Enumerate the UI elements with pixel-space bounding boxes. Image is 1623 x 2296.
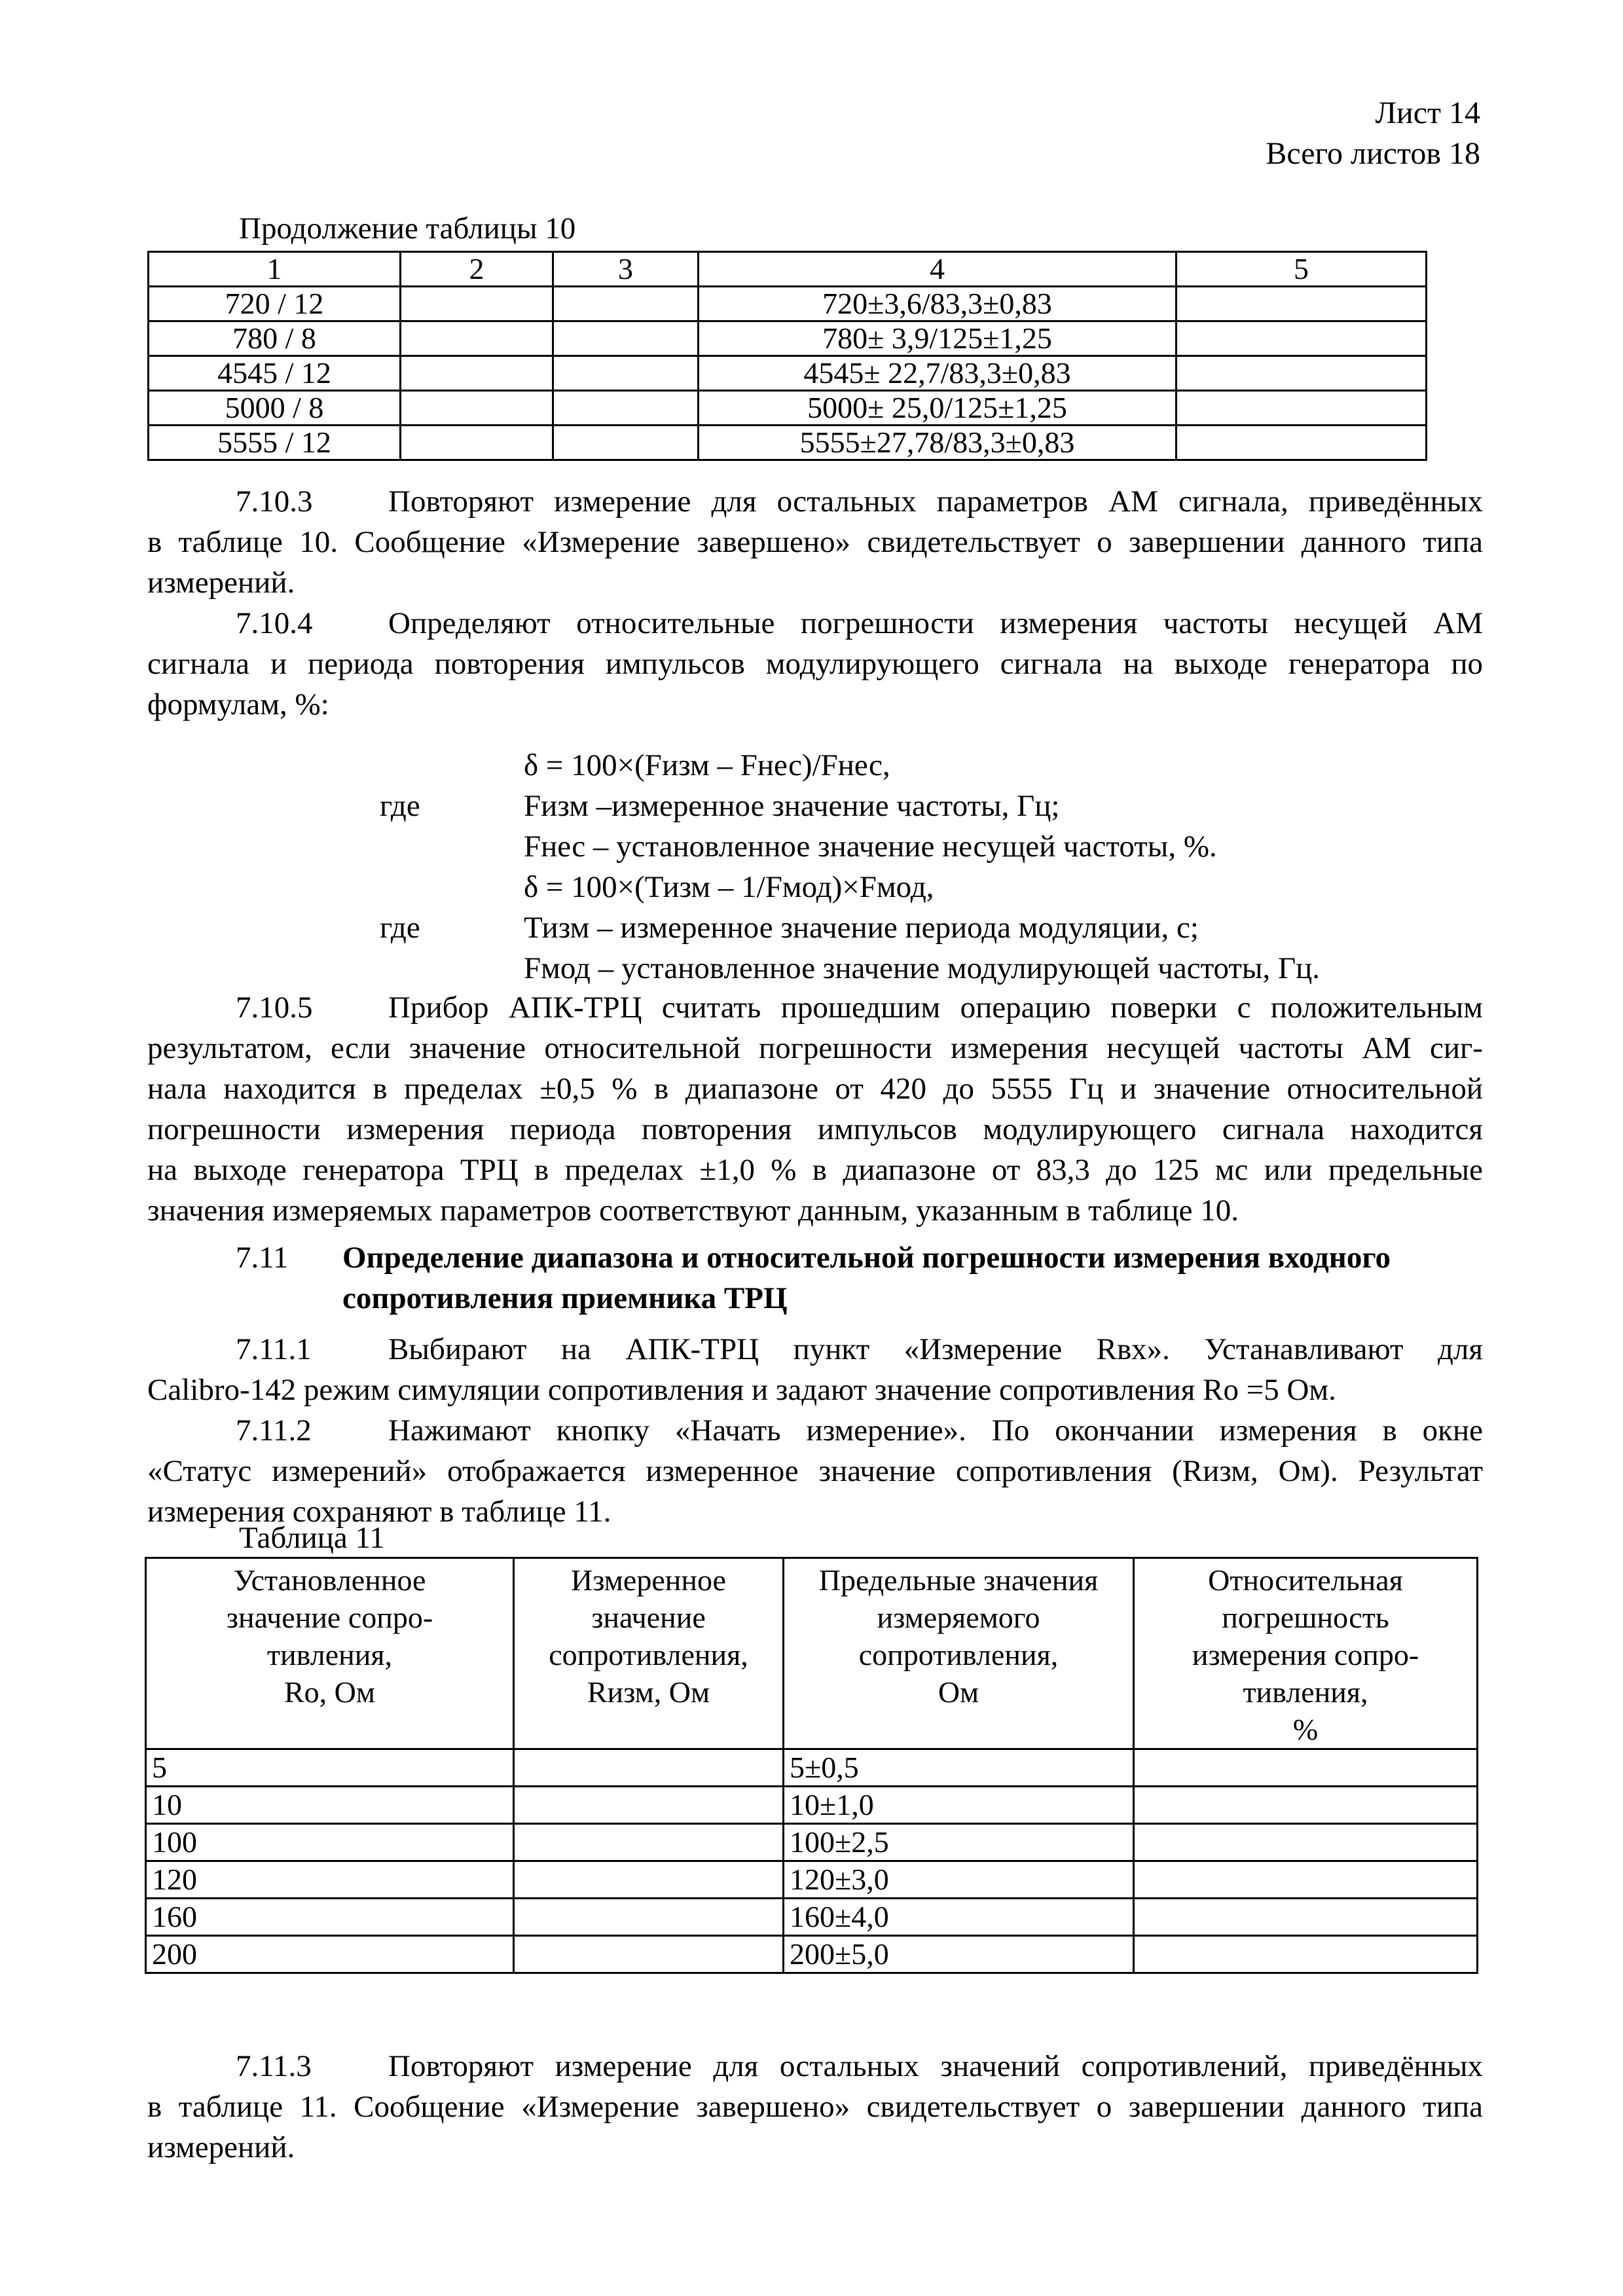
paragraph-number: 7.10.4	[236, 606, 313, 640]
table-row	[149, 321, 1427, 356]
table-row	[149, 356, 1427, 391]
column-header: 1	[149, 252, 401, 287]
table-cell: 5	[146, 1749, 514, 1787]
text-line: Определяют относительные погрешности измерения частоты несущей АМ	[388, 606, 1483, 640]
table-cell	[553, 426, 699, 460]
formula-definition: Fизм –измеренное значение частоты, Гц;	[524, 789, 1060, 823]
text-line: на выходе генератора ТРЦ в пределах ±1,0 % в диапазоне от 83,3 до 125 мс или предельные	[147, 1153, 1483, 1187]
table-cell	[1134, 1824, 1478, 1861]
table-cell: 5±0,5	[784, 1749, 1134, 1787]
text-line: формулам, %:	[147, 687, 329, 721]
table-cell: 780± 3,9/125±1,25	[699, 321, 1176, 356]
table-cell	[401, 426, 553, 460]
column-header-relative-error: Относительная погрешность измерения сопро- тивления, %	[1134, 1558, 1478, 1749]
paragraph-7-10-5	[147, 987, 1483, 1231]
table-cell	[514, 1936, 784, 1973]
table-cell	[1176, 391, 1427, 426]
table-cell	[553, 356, 699, 391]
table-cell	[1134, 1936, 1478, 1973]
text-line: результатом, если значение относительной погрешности измерения несущей частоты АМ сиг-	[147, 1031, 1483, 1065]
table-cell: 4545 / 12	[149, 356, 401, 391]
table-row	[146, 1861, 1478, 1899]
text-line: значения измеряемых параметров соответствуют данным, указанным в таблице 10.	[147, 1194, 1239, 1228]
table-cell	[401, 391, 553, 426]
paragraph-number: 7.11.3	[236, 2049, 312, 2083]
table-row	[146, 1824, 1478, 1861]
table-row	[146, 1899, 1478, 1936]
table-cell	[514, 1899, 784, 1936]
table-cell: 120	[146, 1861, 514, 1899]
section-heading-7-11	[236, 1237, 1480, 1319]
table-cell: 5555±27,78/83,3±0,83	[699, 426, 1176, 460]
table-cell	[401, 321, 553, 356]
where-label: где	[380, 911, 420, 945]
table-cell: 780 / 8	[149, 321, 401, 356]
paragraph-number: 7.11.1	[236, 1332, 312, 1366]
table-cell: 160	[146, 1899, 514, 1936]
table10-caption: Продолжение таблицы 10	[239, 211, 576, 246]
sheet-number: Лист 14	[1375, 96, 1480, 130]
table-header-row	[146, 1558, 1478, 1749]
text-line: погрешности измерения периода повторения импульсов модулирующего сигнала находится	[147, 1112, 1483, 1146]
table-row	[149, 287, 1427, 321]
table-cell	[1134, 1787, 1478, 1824]
text-line: нала находится в пределах ±0,5 % в диапазоне от 420 до 5555 Гц и значение относительной	[147, 1072, 1483, 1106]
text-line: Повторяют измерение для остальных параметров АМ сигнала, приведённых	[388, 484, 1483, 519]
formula-carrier-error: δ = 100×(Fизм – Fнес)/Fнес,	[524, 748, 890, 782]
table-cell: 200±5,0	[784, 1936, 1134, 1973]
table-cell	[553, 391, 699, 426]
formula-definition: Тизм – измеренное значение периода модуляции, с;	[524, 911, 1199, 945]
paragraph-7-11-2	[147, 1410, 1483, 1532]
table-cell: 720±3,6/83,3±0,83	[699, 287, 1176, 321]
formula-period-error: δ = 100×(Тизм – 1/Fмод)×Fмод,	[524, 870, 934, 904]
column-header: 4	[699, 252, 1176, 287]
table-cell: 5000 / 8	[149, 391, 401, 426]
section-title: Определение диапазона и относительной погрешности измерения входного	[342, 1241, 1391, 1275]
table-cell	[401, 287, 553, 321]
text-line: Calibro-142 режим симуляции сопротивления и задают значение сопротивления Ro =5 Ом.	[147, 1373, 1336, 1407]
table-row	[146, 1787, 1478, 1824]
table-cell: 100±2,5	[784, 1824, 1134, 1861]
paragraph-7-11-1	[147, 1329, 1483, 1410]
section-title: сопротивления приемника ТРЦ	[342, 1281, 788, 1315]
column-header: 2	[401, 252, 553, 287]
column-header-measured-resistance: Измеренное значение сопротивления, Rизм, Ом	[514, 1558, 784, 1749]
table-cell	[1176, 426, 1427, 460]
table-cell: 10	[146, 1787, 514, 1824]
table-row	[149, 391, 1427, 426]
paragraph-number: 7.10.3	[236, 484, 313, 519]
table-row	[146, 1936, 1478, 1973]
text-line: Прибор АПК-ТРЦ считать прошедшим операцию поверки с положительным	[388, 991, 1483, 1025]
column-header: 3	[553, 252, 699, 287]
text-line: измерений.	[147, 2130, 295, 2164]
paragraph-number: 7.11.2	[236, 1413, 312, 1448]
paragraph-number: 7.10.5	[236, 991, 313, 1025]
text-line: Повторяют измерение для остальных значений сопротивлений, приведённых	[388, 2049, 1483, 2083]
sheet-info	[1266, 93, 1480, 174]
text-line: Нажимают кнопку «Начать измерение». По окончании измерения в окне	[388, 1413, 1483, 1448]
text-line: «Статус измерений» отображается измеренное значение сопротивления (Rизм, Ом). Результат	[147, 1454, 1483, 1488]
table-11	[145, 1557, 1478, 1974]
table-cell: 160±4,0	[784, 1899, 1134, 1936]
column-header-limit-values: Предельные значения измеряемого сопротивления, Ом	[784, 1558, 1134, 1749]
section-number: 7.11	[236, 1241, 289, 1275]
paragraph-7-10-4	[147, 603, 1483, 725]
table11-caption: Таблица 11	[239, 1521, 385, 1555]
text-line: в таблице 11. Сообщение «Измерение завершено» свидетельствует о завершении данного типа	[147, 2090, 1483, 2124]
formula-definition: Fнес – установленное значение несущей частоты, %.	[524, 829, 1217, 864]
column-header-set-resistance: Установленное значение сопро- тивления, Ro, Ом	[146, 1558, 514, 1749]
text-line: Выбирают на АПК-ТРЦ пункт «Измерение Rвх». Устанавливают для	[388, 1332, 1483, 1366]
table-cell: 120±3,0	[784, 1861, 1134, 1899]
table-cell: 10±1,0	[784, 1787, 1134, 1824]
text-line: измерений.	[147, 566, 295, 600]
table-cell	[514, 1749, 784, 1787]
table-cell	[1176, 356, 1427, 391]
table-cell	[1134, 1899, 1478, 1936]
where-label: где	[380, 789, 420, 823]
table-row	[149, 426, 1427, 460]
table-cell	[553, 321, 699, 356]
text-line: сигнала и периода повторения импульсов модулирующего сигнала на выходе генератора по	[147, 647, 1483, 681]
table-cell	[1134, 1861, 1478, 1899]
table-cell	[514, 1824, 784, 1861]
text-line: измерения сохраняют в таблице 11.	[147, 1495, 611, 1529]
text-line: в таблице 10. Сообщение «Измерение завершено» свидетельствует о завершении данного типа	[147, 525, 1483, 559]
table-cell	[1176, 287, 1427, 321]
table-cell	[1134, 1749, 1478, 1787]
table-row	[146, 1749, 1478, 1787]
table-header-row	[149, 252, 1427, 287]
table-cell: 5555 / 12	[149, 426, 401, 460]
table-cell: 5000± 25,0/125±1,25	[699, 391, 1176, 426]
table-cell	[1176, 321, 1427, 356]
paragraph-7-10-3	[147, 481, 1483, 603]
table-cell	[401, 356, 553, 391]
table-cell	[514, 1861, 784, 1899]
column-header: 5	[1176, 252, 1427, 287]
formula-definition: Fмод – установленное значение модулирующей частоты, Гц.	[524, 951, 1321, 985]
paragraph-7-11-3	[147, 2046, 1483, 2168]
table-10	[147, 251, 1427, 461]
table-cell: 200	[146, 1936, 514, 1973]
table-cell: 4545± 22,7/83,3±0,83	[699, 356, 1176, 391]
table-cell	[514, 1787, 784, 1824]
table-cell: 720 / 12	[149, 287, 401, 321]
table-cell	[553, 287, 699, 321]
total-sheets: Всего листов 18	[1266, 136, 1480, 171]
table-cell: 100	[146, 1824, 514, 1861]
